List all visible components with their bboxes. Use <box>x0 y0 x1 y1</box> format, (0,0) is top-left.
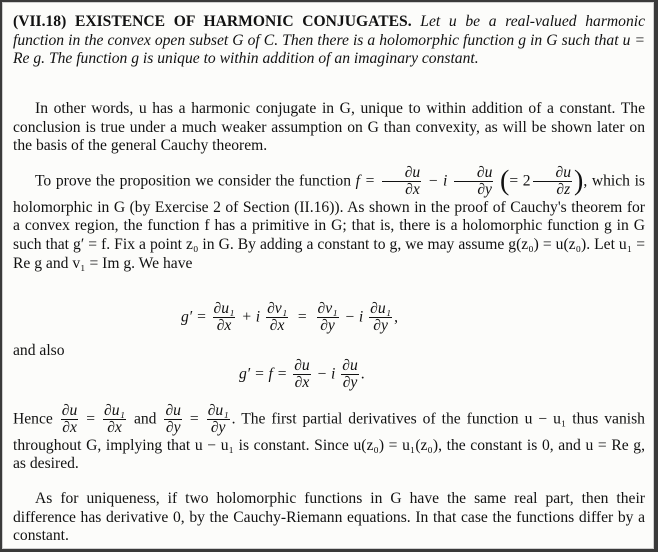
d1-plus-i: + i <box>241 308 261 326</box>
paragraph-hence <box>13 403 645 474</box>
fraction-du-dy: $\frac{\partial u}{\partial y}$ <box>454 165 494 199</box>
fraction-du-dy-3: $\frac{\partial u}{\partial y}$ <box>165 402 181 437</box>
d1-eq: = <box>297 308 307 326</box>
fraction-dv1-dx: $\frac{\text{∂v₁}}{\partial x}$ <box>267 300 288 335</box>
hence-word: Hence <box>13 410 53 428</box>
hence-and: and <box>133 410 157 428</box>
d1-minus-i: − i <box>344 308 364 326</box>
proof-rest: , which is holomorphic in G (by Exercise 2 of Section (II.16)). As shown in the proof of Cauchy's theorem for a convex region, the function f has a primitive in G; that is, there is a holomorphic function g in G such that g′ = f. Fix a point z₀ in G. By adding a constant to g, we may assume g(z₀) = u(z₀). Let u₁ = Re g and v₁ = Im g. We have <box>13 172 645 272</box>
d2-tail: . <box>360 365 365 383</box>
hence-eq-2: = <box>189 410 199 428</box>
d2-lhs: g′ = f = <box>239 365 288 383</box>
fraction-du1-dy: $\frac{\text{∂u₁}}{\partial y}$ <box>370 300 392 335</box>
paren-equals: = 2 <box>509 172 531 190</box>
display-equation-1 <box>181 301 658 335</box>
paragraph-other-words: In other words, u has a harmonic conjugate in G, unique to within addition of a constant. The conclusion is true under a much weaker assumption on G than convexity, as will be shown later on the basis of the general Cauchy theorem. <box>13 100 645 155</box>
fraction-du-dz: $\frac{\partial u}{\partial z}$ <box>533 165 573 199</box>
fraction-du1-dx-2: $\frac{\text{∂u₁}}{\partial x}$ <box>104 402 125 437</box>
minus-i: − i <box>427 172 448 190</box>
d1-tail: , <box>394 308 398 326</box>
fraction-du1-dy-2: $\frac{\text{∂u₁}}{\partial y}$ <box>207 402 229 437</box>
and-also-text: and also <box>13 342 65 359</box>
fraction-du-dx: $\frac{\partial u}{\partial x}$ <box>382 165 422 199</box>
display-equation-2 <box>239 358 658 392</box>
theorem-heading: (VII.18) EXISTENCE OF HARMONIC CONJUGATES. <box>13 13 412 30</box>
proof-lead: To prove the proposition we consider the function <box>35 172 352 190</box>
fraction-du1-dx: $\frac{\text{∂u₁}}{\partial x}$ <box>213 300 235 335</box>
d2-minus-i: − i <box>316 365 336 383</box>
fraction-du-dy-2: $\frac{\partial u}{\partial y}$ <box>342 357 358 392</box>
paragraph-uniqueness: As for uniqueness, if two holomorphic functions in G have the same real part, then their difference has derivative 0, by the Cauchy-Riemann equations. In that case the functions differ by a constant. <box>13 490 645 545</box>
f-equals: f = <box>355 172 376 190</box>
right-paren: ) <box>574 165 584 197</box>
page <box>2 2 654 549</box>
fraction-du-dx-2: $\frac{\partial u}{\partial x}$ <box>294 357 310 392</box>
theorem-block <box>13 13 645 69</box>
paragraph-proof <box>13 165 645 273</box>
fraction-dv1-dy: $\frac{\text{∂v₁}}{\partial y}$ <box>317 300 338 335</box>
hence-eq-1: = <box>86 410 96 428</box>
fraction-du-dx-3: $\frac{\partial u}{\partial x}$ <box>61 402 78 437</box>
hence-rest: . The first partial derivatives of the function u − u₁ thus vanish throughout G, implying that u − u₁ is constant. Since u(z₀) = u₁(z₀), the constant is 0, and u = Re g, as desired. <box>13 410 645 473</box>
left-paren: ( <box>500 165 510 197</box>
theorem-body: Let u be a real-valued harmonic function in the convex open subset G of C. Then there is a holomorphic function g in G such that u = Re g. The function g is unique to within addition of an imaginary constant. <box>13 13 645 68</box>
d1-lhs: g′ = <box>181 308 207 326</box>
